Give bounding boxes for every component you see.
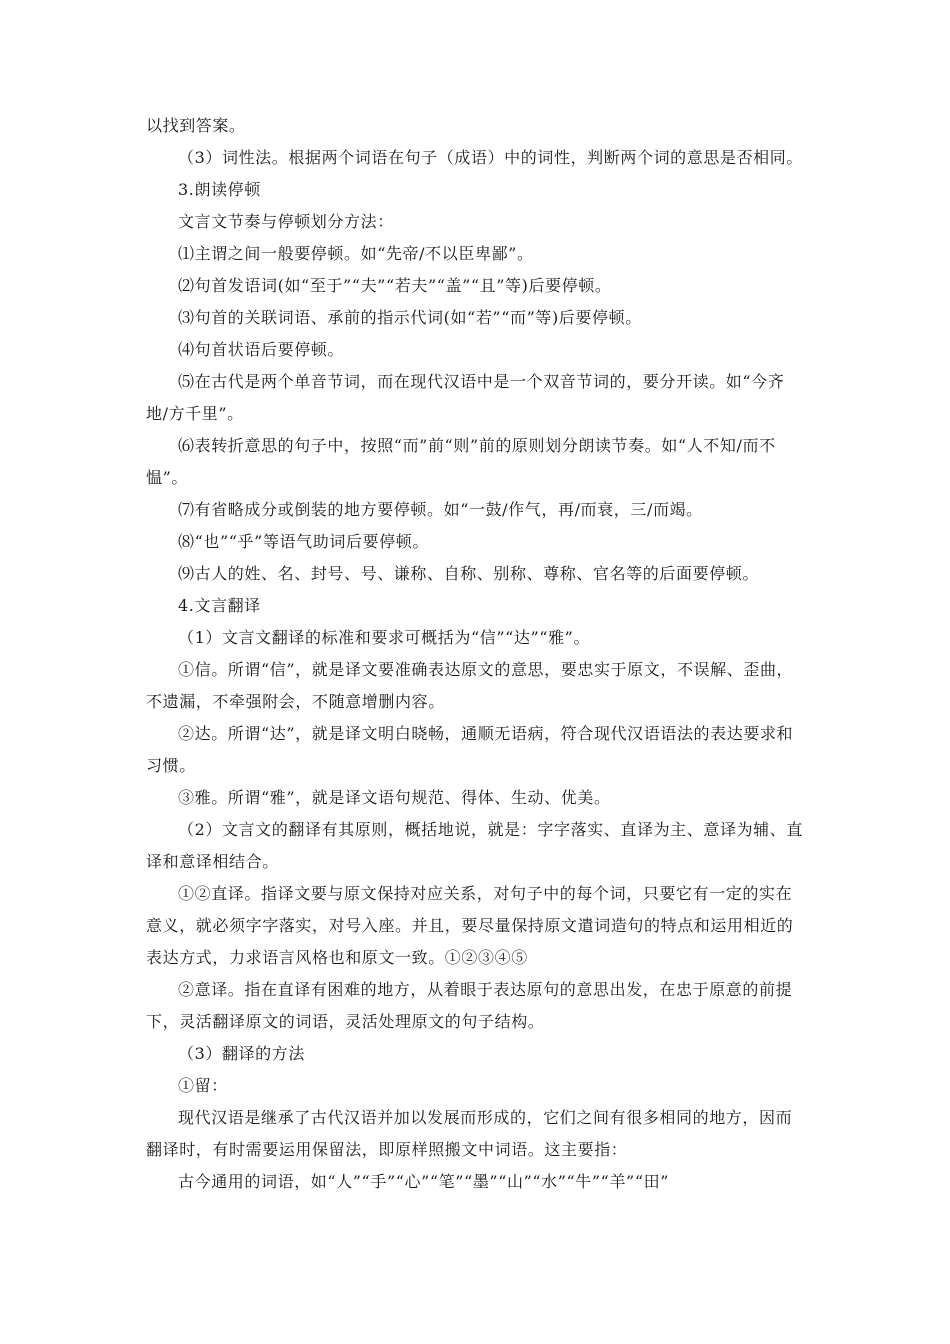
- paragraph-retain-method: 现代汉语是继承了古代汉语并加以发展而形成的，它们之间有很多相同的地方，因而翻译时，有时需要运用保留法，即原样照搬文中词语。这主要指：: [146, 1108, 793, 1159]
- paragraph-part-of-speech-method: （3）词性法。根据两个词语在句子（成语）中的词性，判断两个词的意思是否相同。: [178, 148, 803, 167]
- paragraph-ya: ③雅。所谓“雅”，就是译文语句规范、得体、生动、优美。: [178, 788, 611, 807]
- paragraph-free-translation: ②意译。指在直译有困难的地方，从着眼于表达原句的意思出发，在忠于原意的前提下，灵活翻译原文的词语，灵活处理原文的句子结构。: [146, 980, 793, 1031]
- paragraph-xin: ①信。所谓“信”，就是译文要准确表达原文的意思，要忠实于原文，不误解、歪曲，不遗漏，不牵强附会，不随意增删内容。: [146, 660, 794, 711]
- list-item-pause-1: ⑴主谓之间一般要停顿。如“先帝/不以臣卑鄙”。: [178, 244, 534, 263]
- list-item-pause-5: ⑸在古代是两个单音节词，而在现代汉语中是一个双音节词的，要分开读。如“今齐地/方千里”。: [146, 372, 785, 423]
- paragraph-translation-standards: （1）文言文翻译的标准和要求可概括为“信”“达”“雅”。: [178, 628, 591, 647]
- list-item-pause-4: ⑷句首状语后要停顿。: [178, 340, 345, 359]
- subheading-translation-methods: （3）翻译的方法: [178, 1044, 305, 1063]
- section-heading-translation: 4.文言翻译: [178, 596, 261, 615]
- list-item-pause-3: ⑶句首的关联词语、承前的指示代词(如“若”“而”等)后要停顿。: [178, 308, 642, 327]
- document-body: [146, 110, 806, 1198]
- list-item-pause-2: ⑵句首发语词(如“至于”“夫”“若夫”“盖”“且”等)后要停顿。: [178, 276, 612, 295]
- list-item-pause-8: ⑻“也”“乎”等语气助词后要停顿。: [178, 532, 429, 551]
- list-item-pause-6: ⑹表转折意思的句子中，按照“而”前“则”前的原则划分朗读节奏。如“人不知/而不愠”。: [146, 436, 776, 487]
- list-item-pause-7: ⑺有省略成分或倒装的地方要停顿。如“一鼓/作气，再/而衰，三/而竭。: [178, 500, 703, 519]
- list-item-pause-9: ⑼古人的姓、名、封号、号、谦称、自称、别称、尊称、官名等的后面要停顿。: [178, 564, 760, 583]
- paragraph-translation-principles: （2）文言文的翻译有其原则，概括地说，就是：字字落实、直译为主、意译为辅、直译和意译相结合。: [146, 820, 803, 871]
- paragraph-pause-methods-intro: 文言文节奏与停顿划分方法：: [178, 212, 394, 231]
- paragraph-literal-translation: ①②直译。指译文要与原文保持对应关系，对句子中的每个词，只要它有一定的实在意义，就必须字字落实，对号入座。并且，要尽量保持原文遣词造句的特点和运用相近的表达方式，力求语言风格也和原文一致。①②③④⑤: [146, 884, 794, 967]
- paragraph-common-words: 古今通用的词语，如“人”“手”“心”“笔”“墨”“山”“水”“牛”“羊”“田”: [178, 1172, 669, 1191]
- subheading-retain: ①留：: [178, 1076, 228, 1095]
- paragraph-da: ②达。所谓“达”，就是译文明白晓畅，通顺无语病，符合现代汉语语法的表达要求和习惯。: [146, 724, 794, 775]
- paragraph-continuation: 以找到答案。: [146, 116, 246, 135]
- section-heading-reading-pauses: 3.朗读停顿: [178, 180, 261, 199]
